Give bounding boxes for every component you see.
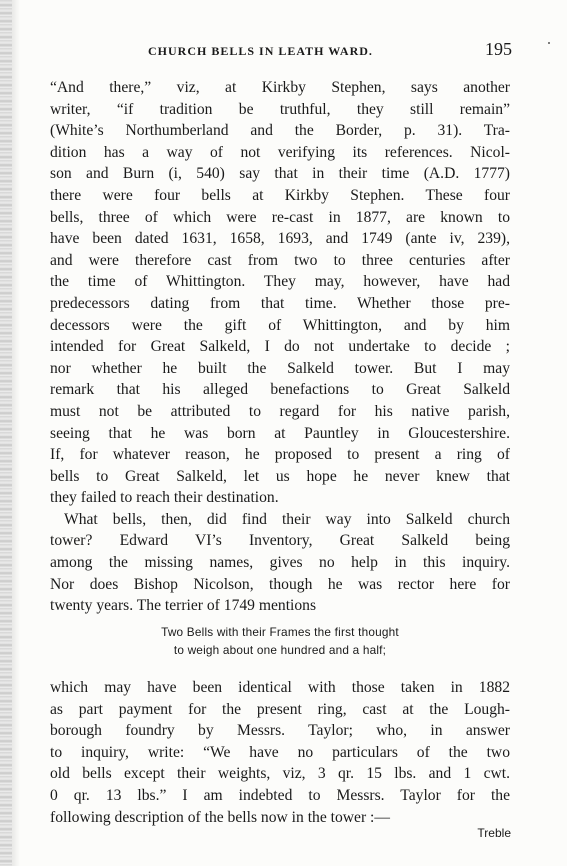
text-line: bells, three of which were re-cast in 1877, are known to	[50, 208, 510, 226]
page-gutter	[0, 0, 12, 866]
page-header	[40, 39, 512, 63]
running-head: CHURCH BELLS IN LEATH WARD.	[148, 44, 373, 58]
text-line: If, for whatever reason, he proposed to present a ring of	[50, 446, 510, 464]
text-line: bells to Great Salkeld, let us hope he never knew that	[50, 467, 510, 485]
catchword: Treble	[477, 826, 511, 840]
main-text	[50, 77, 510, 617]
page-number: 195	[485, 39, 512, 59]
text-line: borough foundry by Messrs. Taylor; who, in answer	[50, 722, 510, 740]
text-line: dition has a way of not verifying its references. Nicol-	[50, 143, 510, 161]
paper-speck	[548, 42, 550, 44]
text-line: as part payment for the present ring, cast at the Lough-	[50, 700, 510, 718]
text-line: (White’s Northumberland and the Border, p. 31). Tra-	[50, 122, 510, 140]
text-line: Nor does Bishop Nicolson, though he was rector here for	[50, 575, 510, 593]
paragraph-3	[50, 677, 510, 828]
text-line: among the missing names, gives no help in this inquiry.	[50, 554, 510, 572]
text-line: What bells, then, did find their way into Salkeld church	[64, 510, 510, 528]
text-line: to inquiry, write: “We have no particulars of the two	[50, 743, 510, 761]
text-line: predecessors dating from that time. Whether those pre-	[50, 294, 510, 312]
text-line: old bells except their weights, viz, 3 qr. 15 lbs. and 1 cwt.	[50, 765, 510, 783]
paragraph-1	[50, 77, 510, 509]
block-quotation	[50, 623, 510, 659]
paragraph-2	[50, 509, 510, 617]
text-line: decessors were the gift of Whittington, and by him	[50, 316, 510, 334]
text-line: “And there,” viz, at Kirkby Stephen, says another	[50, 79, 510, 96]
text-line: tower? Edward VI’s Inventory, Great Salkeld being	[50, 532, 510, 550]
text-line: intended for Great Salkeld, I do not undertake to decide ;	[50, 338, 510, 356]
quotation-line: to weigh about one hundred and a half;	[173, 643, 387, 657]
text-line: the time of Whittington. They may, however, have had	[50, 273, 510, 291]
text-line: son and Burn (i, 540) say that in their time (A.D. 1777)	[50, 165, 510, 183]
continuation-text	[50, 677, 510, 828]
text-line: 0 qr. 13 lbs.” I am indebted to Messrs. Taylor for the	[50, 786, 510, 804]
text-line: must not be attributed to regard for his native parish,	[50, 402, 510, 420]
text-line: nor whether he built the Salkeld tower. But I may	[50, 359, 510, 377]
text-line: they failed to reach their destination.	[50, 489, 279, 507]
text-line: following description of the bells now in the tower :—	[50, 808, 390, 826]
text-line: which may have been identical with those taken in 1882	[50, 679, 510, 696]
text-line: seeing that he was born at Pauntley in Gloucestershire.	[50, 424, 510, 442]
text-line: and were therefore cast from two to three centuries after	[50, 251, 510, 269]
gutter-shadow	[12, 0, 20, 866]
text-line: remark that his alleged benefactions to Great Salkeld	[50, 381, 510, 399]
text-line: have been dated 1631, 1658, 1693, and 1749 (ante iv, 239),	[50, 230, 510, 248]
quotation-line: Two Bells with their Frames the first thought	[161, 625, 399, 639]
text-line: there were four bells at Kirkby Stephen. These four	[50, 186, 510, 204]
text-line: twenty years. The terrier of 1749 mentions	[50, 597, 317, 615]
text-line: writer, “if tradition be truthful, they still remain”	[50, 100, 510, 118]
